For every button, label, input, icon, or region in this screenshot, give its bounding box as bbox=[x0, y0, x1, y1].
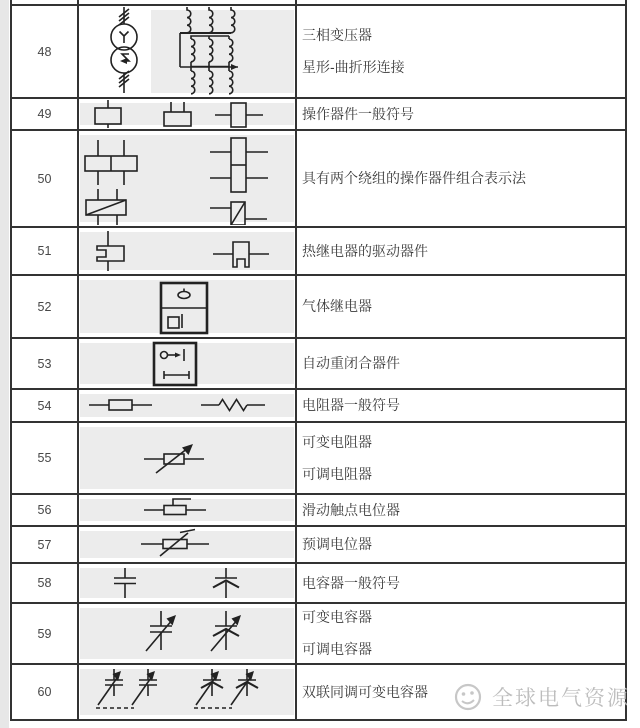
symbol-description: 电容器一般符号 bbox=[302, 574, 400, 591]
row-number: 49 bbox=[37, 107, 52, 121]
variable-resistor-icon bbox=[82, 425, 292, 491]
symbol-description: 可调电容器 bbox=[302, 641, 372, 657]
table-row bbox=[12, 339, 625, 390]
row-number: 58 bbox=[37, 576, 52, 590]
scan-edge-strip bbox=[0, 0, 9, 728]
symbol-description: 双联同调可变电容器 bbox=[302, 683, 428, 700]
preset-potentiometer-icon bbox=[82, 528, 292, 561]
row-number: 56 bbox=[37, 503, 52, 517]
sliding-contact-potentiometer-icon bbox=[82, 496, 292, 524]
row-number: 55 bbox=[37, 451, 52, 465]
watermark bbox=[452, 681, 630, 713]
row-number: 51 bbox=[37, 244, 52, 258]
symbol-description: 可变电阻器 bbox=[302, 433, 372, 450]
row-number: 48 bbox=[37, 44, 52, 59]
row-number: 50 bbox=[37, 171, 52, 186]
watermark-text: 全球电气资源 bbox=[492, 687, 630, 710]
row-number: 53 bbox=[37, 356, 52, 371]
auto-reclosing-device-icon bbox=[82, 341, 292, 387]
symbol-description: 滑动触点电位器 bbox=[302, 501, 400, 518]
table-row bbox=[12, 228, 625, 276]
table-row bbox=[12, 564, 625, 604]
symbol-description: 热继电器的驱动器件 bbox=[302, 242, 428, 259]
table-row bbox=[12, 604, 625, 665]
row-number: 57 bbox=[37, 537, 52, 552]
symbol-description: 气体继电器 bbox=[302, 298, 372, 314]
thermal-relay-drive-element-icons bbox=[82, 229, 292, 273]
resistor-general-symbol-icons bbox=[82, 391, 292, 420]
symbol-description: 星形-曲折形连接 bbox=[302, 59, 405, 75]
table-row bbox=[12, 390, 625, 423]
row-number: 52 bbox=[37, 299, 52, 314]
table-row bbox=[12, 99, 625, 131]
table-row bbox=[12, 527, 625, 564]
row-number: 60 bbox=[37, 685, 52, 699]
symbol-description: 可变电容器 bbox=[302, 609, 372, 625]
table-row bbox=[12, 276, 625, 339]
capacitor-general-symbol-icons bbox=[82, 565, 292, 601]
table-row bbox=[12, 131, 625, 228]
globe-face-logo-icon bbox=[452, 681, 484, 713]
table-row bbox=[12, 495, 625, 527]
symbol-description: 三相变压器 bbox=[302, 27, 372, 43]
variable-capacitor-icons bbox=[82, 605, 292, 662]
row-number: 59 bbox=[37, 626, 52, 641]
gas-relay-icon bbox=[82, 278, 292, 336]
table-row bbox=[12, 423, 625, 495]
symbol-description: 操作器件一般符号 bbox=[302, 105, 414, 122]
symbol-table bbox=[10, 0, 627, 721]
two-winding-operating-device-icons bbox=[82, 133, 292, 225]
three-phase-transformer-two-circles-and-star-zigzag-winding-icon bbox=[82, 7, 292, 96]
symbol-description: 具有两个绕组的操作器件组合表示法 bbox=[302, 170, 526, 186]
symbol-description: 自动重闭合器件 bbox=[302, 355, 400, 371]
symbol-description: 预调电位器 bbox=[302, 536, 372, 552]
row-number: 54 bbox=[37, 398, 52, 413]
symbol-description: 可调电阻器 bbox=[302, 465, 372, 482]
ganged-variable-capacitor-icons bbox=[82, 667, 292, 717]
table-row bbox=[12, 6, 625, 99]
symbol-description: 电阻器一般符号 bbox=[302, 397, 400, 413]
operating-device-general-symbols-icon bbox=[82, 100, 292, 128]
